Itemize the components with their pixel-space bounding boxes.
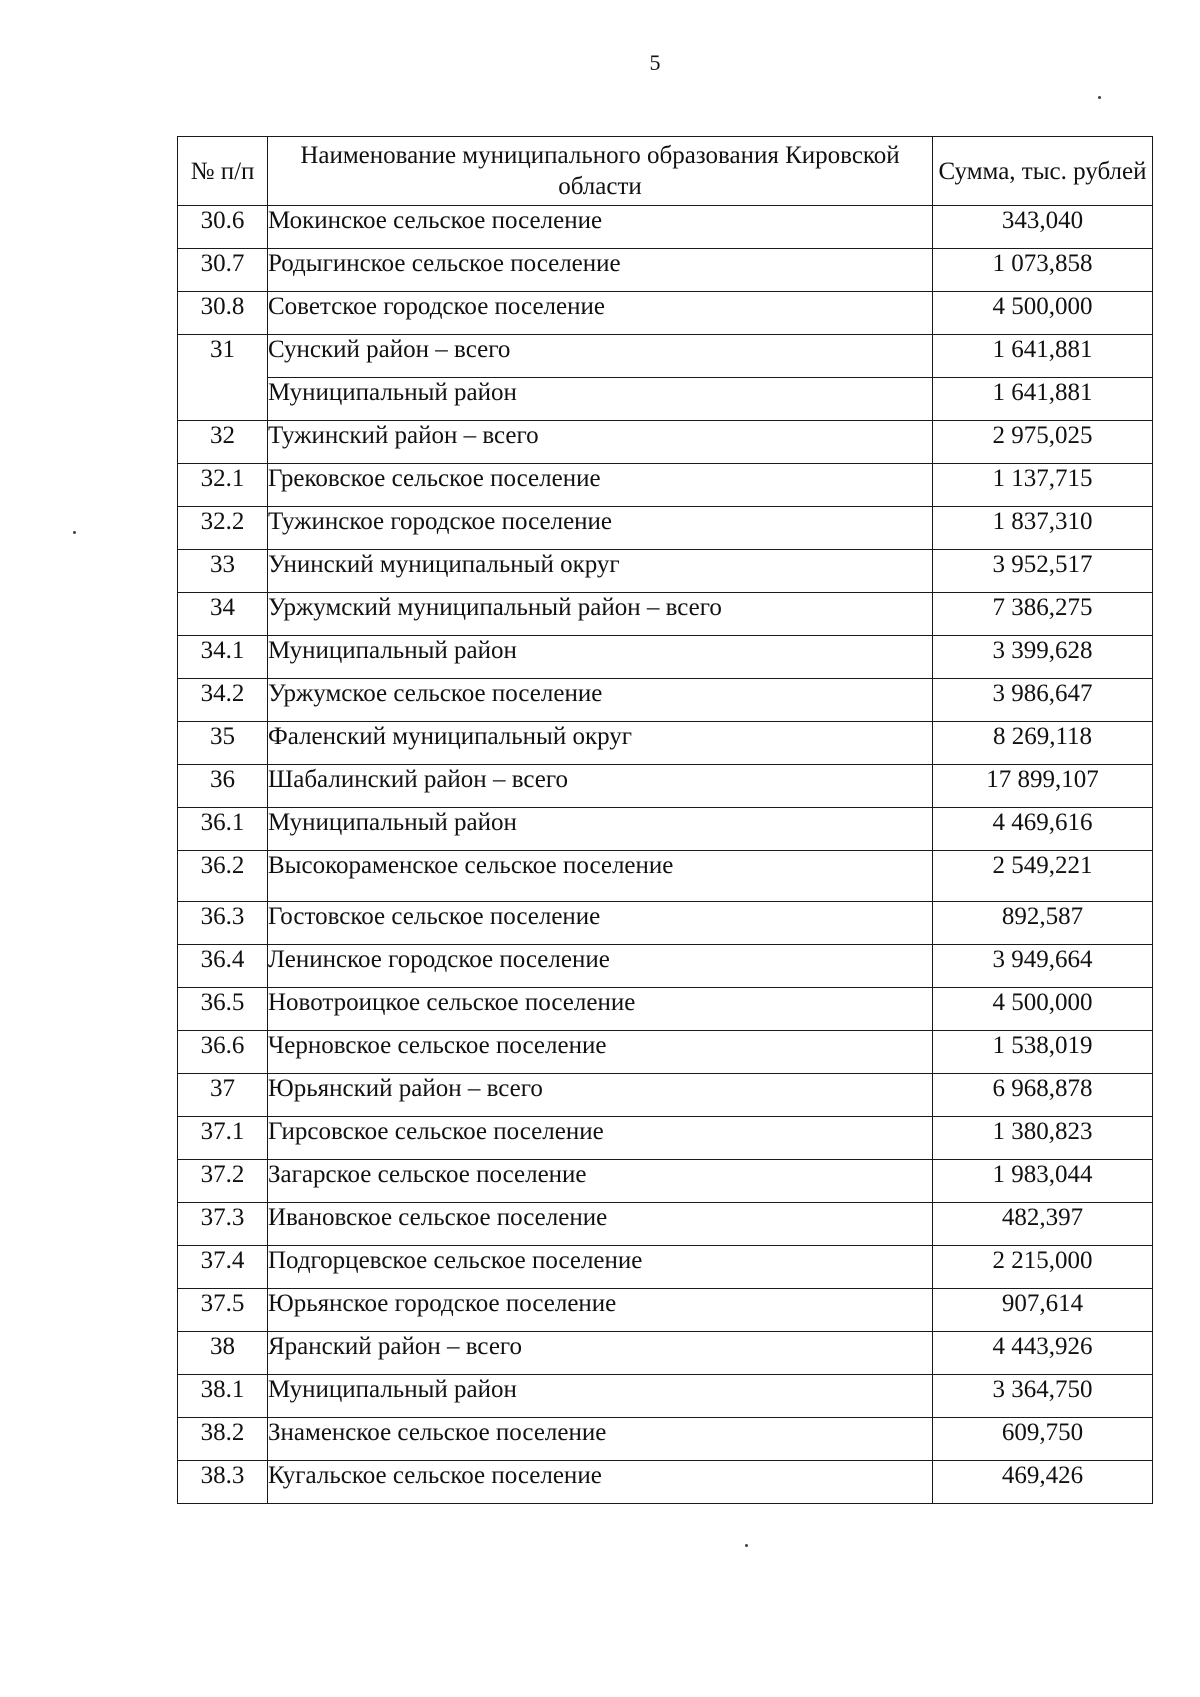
row-amount: 4 443,926 [933, 1332, 1153, 1375]
table-row [178, 593, 1153, 636]
row-municipality-name: Уржумский муниципальный район – всего [268, 593, 933, 636]
row-municipality-name: Сунский район – всего [268, 335, 933, 378]
row-municipality-name: Юрьянское городское поселение [268, 1289, 933, 1332]
row-number: 36 [178, 765, 268, 808]
table-row [178, 851, 1153, 902]
table-row [178, 1203, 1153, 1246]
row-amount: 1 380,823 [933, 1117, 1153, 1160]
row-municipality-name: Знаменское сельское поселение [268, 1418, 933, 1461]
row-amount: 6 968,878 [933, 1074, 1153, 1117]
row-amount: 3 399,628 [933, 636, 1153, 679]
row-municipality-name: Гирсовское сельское поселение [268, 1117, 933, 1160]
table-body [178, 206, 1153, 1504]
row-amount: 2 975,025 [933, 421, 1153, 464]
allocation-table [177, 136, 1153, 1504]
row-amount: 2 549,221 [933, 851, 1153, 902]
row-number: 38.1 [178, 1375, 268, 1418]
row-number: 36.2 [178, 851, 268, 902]
row-number: 38.3 [178, 1461, 268, 1504]
row-number: 34.2 [178, 679, 268, 722]
header-row [178, 137, 1153, 206]
header-name: Наименование муниципального образования Кировской области [268, 137, 933, 206]
row-number: 34.1 [178, 636, 268, 679]
row-municipality-name: Яранский район – всего [268, 1332, 933, 1375]
row-amount: 3 949,664 [933, 945, 1153, 988]
row-municipality-name: Уржумское сельское поселение [268, 679, 933, 722]
row-municipality-name: Загарское сельское поселение [268, 1160, 933, 1203]
row-number: 36.4 [178, 945, 268, 988]
row-number: 38.2 [178, 1418, 268, 1461]
row-municipality-name: Новотроицкое сельское поселение [268, 988, 933, 1031]
row-number: 33 [178, 550, 268, 593]
table-row [178, 945, 1153, 988]
table-row [178, 722, 1153, 765]
row-municipality-name: Юрьянский район – всего [268, 1074, 933, 1117]
row-number: 38 [178, 1332, 268, 1375]
table-row [178, 1117, 1153, 1160]
row-number: 37.4 [178, 1246, 268, 1289]
row-municipality-name: Родыгинское сельское поселение [268, 249, 933, 292]
table-row [178, 507, 1153, 550]
row-municipality-name: Ленинское городское поселение [268, 945, 933, 988]
row-amount: 4 500,000 [933, 988, 1153, 1031]
table-header [178, 137, 1153, 206]
row-municipality-name: Муниципальный район [268, 636, 933, 679]
table-row [178, 378, 1153, 421]
row-municipality-name: Фаленский муниципальный округ [268, 722, 933, 765]
row-municipality-name: Тужинское городское поселение [268, 507, 933, 550]
row-municipality-name: Ивановское сельское поселение [268, 1203, 933, 1246]
table-row [178, 292, 1153, 335]
row-amount: 4 469,616 [933, 808, 1153, 851]
row-municipality-name: Муниципальный район [268, 378, 933, 421]
table-row [178, 1160, 1153, 1203]
table-row [178, 421, 1153, 464]
row-amount: 1 641,881 [933, 335, 1153, 378]
table-row [178, 1289, 1153, 1332]
table-row [178, 464, 1153, 507]
row-amount: 8 269,118 [933, 722, 1153, 765]
row-number: 37.5 [178, 1289, 268, 1332]
table-row [178, 1461, 1153, 1504]
row-municipality-name: Гостовское сельское поселение [268, 902, 933, 945]
row-municipality-name: Мокинское сельское поселение [268, 206, 933, 249]
table-row [178, 765, 1153, 808]
row-number: 36.3 [178, 902, 268, 945]
table-row [178, 249, 1153, 292]
table-row [178, 808, 1153, 851]
table-row [178, 206, 1153, 249]
table-row [178, 988, 1153, 1031]
row-number: 36.1 [178, 808, 268, 851]
page-number: 5 [649, 50, 661, 75]
row-number: 30.6 [178, 206, 268, 249]
table-row [178, 902, 1153, 945]
row-amount: 2 215,000 [933, 1246, 1153, 1289]
row-number: 37.2 [178, 1160, 268, 1203]
row-amount: 469,426 [933, 1461, 1153, 1504]
table-row [178, 1031, 1153, 1074]
row-municipality-name: Грековское сельское поселение [268, 464, 933, 507]
row-amount: 907,614 [933, 1289, 1153, 1332]
row-amount: 1 837,310 [933, 507, 1153, 550]
row-municipality-name: Черновское сельское поселение [268, 1031, 933, 1074]
table-row [178, 1375, 1153, 1418]
row-amount: 3 364,750 [933, 1375, 1153, 1418]
row-amount: 892,587 [933, 902, 1153, 945]
table-row [178, 1246, 1153, 1289]
table-row [178, 1332, 1153, 1375]
scan-speck [73, 531, 76, 534]
row-amount: 1 641,881 [933, 378, 1153, 421]
row-amount: 343,040 [933, 206, 1153, 249]
row-number: 37.1 [178, 1117, 268, 1160]
row-number: 30.7 [178, 249, 268, 292]
row-number: 30.8 [178, 292, 268, 335]
table-row [178, 335, 1153, 378]
row-amount: 609,750 [933, 1418, 1153, 1461]
row-number: 32.2 [178, 507, 268, 550]
header-num: № п/п [178, 137, 268, 206]
row-amount: 17 899,107 [933, 765, 1153, 808]
row-number: 32.1 [178, 464, 268, 507]
row-amount: 1 137,715 [933, 464, 1153, 507]
row-municipality-name: Унинский муниципальный округ [268, 550, 933, 593]
row-number: 32 [178, 421, 268, 464]
row-number: 35 [178, 722, 268, 765]
row-municipality-name: Советское городское поселение [268, 292, 933, 335]
header-sum: Сумма, тыс. рублей [933, 137, 1153, 206]
row-municipality-name: Шабалинский район – всего [268, 765, 933, 808]
row-number: 31 [178, 335, 268, 421]
scan-speck [1098, 96, 1101, 99]
row-amount: 1 538,019 [933, 1031, 1153, 1074]
row-amount: 3 952,517 [933, 550, 1153, 593]
row-number: 34 [178, 593, 268, 636]
scan-speck [745, 1544, 748, 1547]
row-amount: 1 983,044 [933, 1160, 1153, 1203]
table-row [178, 679, 1153, 722]
row-municipality-name: Тужинский район – всего [268, 421, 933, 464]
row-number: 37.3 [178, 1203, 268, 1246]
row-number: 36.5 [178, 988, 268, 1031]
table-row [178, 550, 1153, 593]
row-municipality-name: Кугальское сельское поселение [268, 1461, 933, 1504]
row-municipality-name: Муниципальный район [268, 1375, 933, 1418]
row-municipality-name: Высокораменское сельское поселение [268, 851, 933, 902]
row-amount: 482,397 [933, 1203, 1153, 1246]
row-number: 37 [178, 1074, 268, 1117]
row-municipality-name: Подгорцевское сельское поселение [268, 1246, 933, 1289]
row-amount: 7 386,275 [933, 593, 1153, 636]
row-number: 36.6 [178, 1031, 268, 1074]
row-amount: 4 500,000 [933, 292, 1153, 335]
table-row [178, 636, 1153, 679]
table-row [178, 1074, 1153, 1117]
table-row [178, 1418, 1153, 1461]
row-municipality-name: Муниципальный район [268, 808, 933, 851]
row-amount: 3 986,647 [933, 679, 1153, 722]
row-amount: 1 073,858 [933, 249, 1153, 292]
